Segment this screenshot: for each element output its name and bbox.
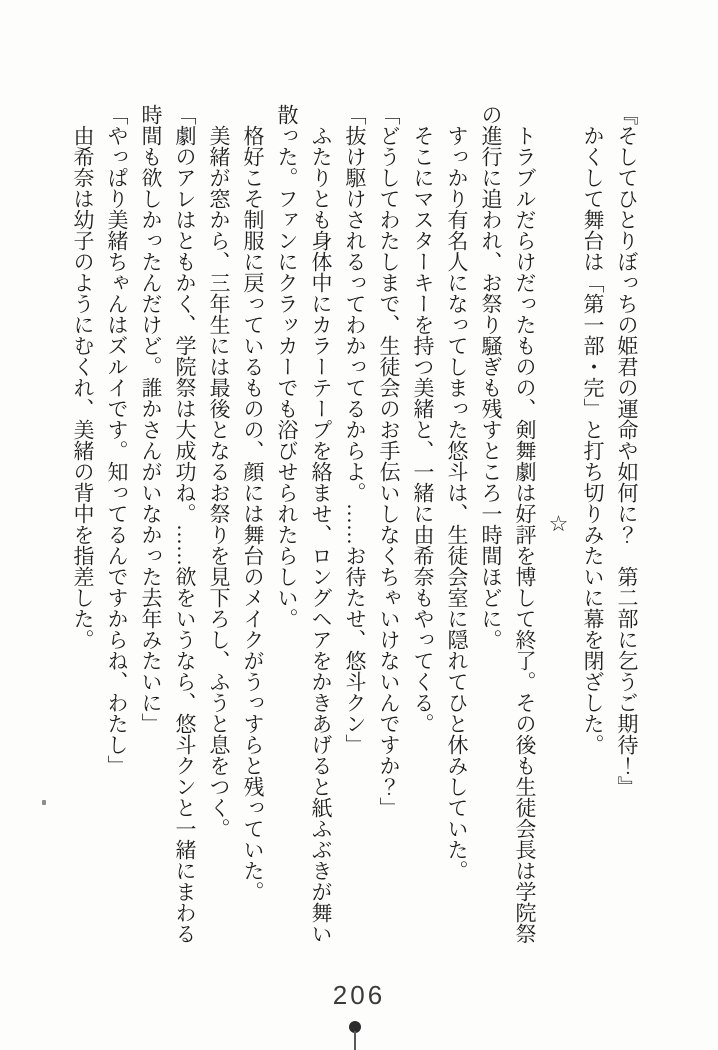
novel-paragraph: かくして舞台は「第一部・完」と打ち切りみたいに幕を閉ざした。 — [581, 125, 605, 755]
novel-paragraph: トラブルだらけだったものの、剣舞劇は好評を博して終了。その後も生徒会長は学院祭の進行に追われ、お祭り騒ぎも残すところ一時間ほどに。 — [479, 104, 537, 944]
novel-paragraph: そこにマスターキーを持つ美緒と、一緒に由希奈もやってくる。 — [411, 125, 435, 734]
novel-paragraph-dialogue: 「どうしてわたしまで、生徒会のお手伝いしなくちゃいけないんですか？」 — [377, 104, 401, 818]
ink-speck-artifact — [42, 800, 46, 805]
novel-paragraph: 由希奈は幼子のようにむくれ、美緒の背中を指差した。 — [71, 125, 95, 650]
novel-paragraph: すっかり有名人になってしまった悠斗は、生徒会室に隠れてひと休みしていた。 — [445, 125, 469, 881]
novel-paragraph-dialogue: 「やっぱり美緒ちゃんはズルイです。知ってるんですからね、わたし」 — [105, 104, 129, 776]
novel-paragraph: 格好こそ制服に戻っているものの、顔には舞台のメイクがうっすらと残っていた。 — [241, 125, 265, 902]
novel-paragraph-dialogue: 「抜け駆けされるってわかってるからよ。……お待たせ、悠斗クン」 — [343, 104, 367, 755]
section-divider-star: ☆ — [547, 512, 572, 537]
page-footer — [0, 980, 718, 1011]
footer-ornament-line — [354, 1031, 356, 1050]
novel-paragraph: 『そしてひとりぼっちの姫君の運命や如何に？ 第二部に乞うご期待！』 — [615, 104, 639, 797]
page-number: 206 — [332, 980, 386, 1010]
novel-paragraph: ふたりとも身体中にカラーテープを絡ませ、ロングヘアをかきあげると紙ふぶきが舞い散った。ファンにクラッカーでも浴びせられたらしい。 — [275, 104, 333, 944]
novel-text-block — [66, 104, 644, 945]
novel-paragraph-dialogue: 「劇のアレはともかく、学院祭は大成功ね。……欲をいうなら、悠斗クンと一緒にまわる時間も欲しかったんだけど。誰かさんがいなかった去年みたいに」 — [139, 104, 197, 944]
novel-paragraph: 美緒が窓から、三年生には最後となるお祭りを見下ろし、ふうと息をつく。 — [207, 125, 231, 839]
